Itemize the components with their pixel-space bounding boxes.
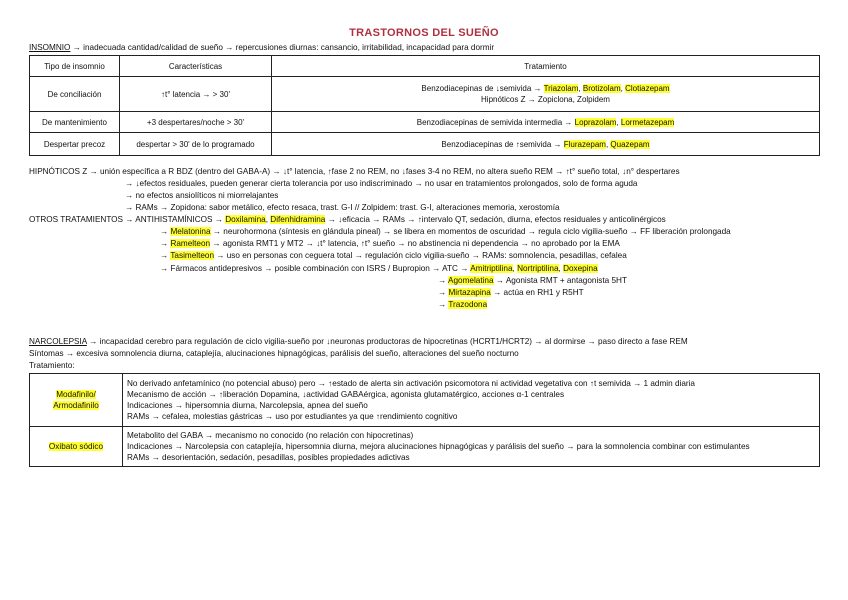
table-header-row [30,56,820,77]
tratamiento-heading: Tratamiento: [29,361,75,370]
insomnio-treatment-cell [272,112,820,133]
agomelatina-line [438,275,627,286]
description-line: No derivado anfetamínico (no potencial abuso) pero → ↑estado de alerta sin activación psicomotora ni actividad vegetativa con ↑t semivida → 1 admin diaria [127,379,695,388]
separator: , [512,264,518,273]
melatonina-line [160,226,731,237]
ramelteon-line [160,238,620,249]
line-text: → [438,276,449,285]
description-line: RAMs → desorientación, sedación, pesadillas, posibles propiedades adictivas [127,453,410,462]
description-line: RAMs → cefalea, molestias gástricas → uso por estudiantes ya que ↑rendimiento cognitivo [127,412,458,421]
narcolepsia-definition: → incapacidad cerebro para regulación de ciclo vigilia-sueño por ↓neuronas productoras de hipocretinas (HCRT1/HCRT2) → al dormirse → paso directo a fase REM [86,337,688,346]
drug-highlight: Oxibato sódico [48,442,104,451]
separator: , [605,139,611,149]
line-text: → uso en personas con ceguera total → regulación ciclo vigilia-sueño → RAMs: somnolencia, pesadillas, cefalea [214,251,627,260]
hipnoticos-line-3: → no efectos ansiolíticos ni miorrelajantes [125,191,279,200]
separator: , [558,264,564,273]
line-text: → [160,251,171,260]
drug-highlight: Armodafinilo [53,401,99,410]
line-text: → ↓eficacia → RAMs → ↑intervalo QT, sedación, diurna, efectos residuales y anticolinérgicos [325,215,666,224]
drug-highlight: Brotizolam [582,84,621,93]
drug-label-cell [30,427,123,467]
description-line: Metabolito del GABA → mecanismo no conocido (no relación con hipocretinas) [127,431,414,440]
drug-description-cell [123,374,820,427]
line-text: → Agonista RMT + antagonista 5HT [493,276,627,285]
treatment-text: Benzodiacepinas de ↓semivida → [421,84,544,93]
narcolepsia-label: NARCOLEPSIA [29,337,87,346]
description-line: Mecanismo de acción → ↑liberación Dopamina, ↓actividad GABAérgica, agonista glutamatérgico, acciones α-1 centrales [127,390,565,399]
insomnio-treatment-cell [272,133,820,156]
drug-highlight: Difenhidramina [270,215,326,224]
drug-highlight: Triazolam [543,84,579,93]
insomnio-char-cell: despertar > 30' de lo programado [120,133,272,156]
table-row [30,77,820,112]
drug-highlight: Doxepina [563,264,598,273]
insomnio-type-cell: De mantenimiento [30,112,120,133]
line-text: → [160,227,171,236]
drug-highlight: Quazepam [610,139,650,149]
antihistaminicos-line [29,214,666,225]
description-line: Indicaciones → hipersomnia diurna, Narcolepsia, apnea del sueño [127,401,368,410]
table-row [30,133,820,156]
separator: , [616,117,621,127]
drug-highlight: Lormetazepam [620,117,675,127]
treatment-text: Hipnóticos Z → Zopiclona, Zolpidem [481,95,610,104]
drug-highlight: Nortriptilina [517,264,559,273]
drug-description-cell [123,427,820,467]
line-text: OTROS TRATAMIENTOS → ANTIHISTAMÍNICOS → [29,215,226,224]
header-cell: Características [120,56,272,77]
drug-highlight: Melatonina [170,227,211,236]
drug-highlight: Amitriptilina [470,264,513,273]
trazodona-line [438,299,487,310]
insomnio-definition: → inadecuada cantidad/calidad de sueño → repercusiones diurnas: cansancio, irritabilidad, incapacidad para dormir [70,43,495,52]
line-text: → actúa en RH1 y R5HT [490,288,584,297]
line-text: → Fármacos antidepresivos → posible combinación con ISRS / Bupropion → ATC → [160,264,471,273]
hipnoticos-line-2: → ↓efectos residuales, pueden generar cierta tolerancia por uso indiscriminado → no usar en tratamientos prolongados, solo de forma aguda [125,179,638,188]
line-text: → agonista RMT1 y MT2 → ↓t° latencia, ↑t° sueño → no abstinencia ni dependencia → no aprobado por la EMA [210,239,620,248]
mirtazapina-line [438,287,584,298]
separator: , [620,84,626,93]
line-text: → [438,300,449,309]
line-text: → neurohormona (síntesis en glándula pineal) → se libera en momentos de oscuridad → regula ciclo vigilia-sueño → FF liberación prolongada [210,227,731,236]
drug-highlight: Tasimelteon [170,251,215,260]
treatment-text: Benzodiacepinas de semivida intermedia → [416,117,575,127]
drug-highlight: Doxilamina [225,215,266,224]
insomnio-type-cell: De conciliación [30,77,120,112]
hipnoticos-line-1: HIPNÓTICOS Z → unión específica a R BDZ (dentro del GABA-A) → ↓t° latencia, ↑fase 2 no REM, no ↓fases 3-4 no REM, no altera sueño REM → ↑t° sueño total, ↓n° despertares [29,167,680,176]
sintomas-line: Síntomas → excesiva somnolencia diurna, cataplejía, alucinaciones hipnagógicas, parálisis del sueño, alteraciones del sueño nocturno [29,349,519,358]
drug-highlight: Flurazepam [563,139,606,149]
drug-highlight: Clotiazepam [625,84,670,93]
hipnoticos-line-4: → RAMs → Zopidona: sabor metálico, efecto resaca, trast. G-I // Zolpidem: trast. G-I, alteraciones memoria, xerostomía [125,203,560,212]
narcolepsia-table [29,373,820,467]
insomnio-char-cell: ↑t° latencia → > 30' [120,77,272,112]
insomnio-treatment-cell [272,77,820,112]
separator: , [265,215,271,224]
separator: , [578,84,583,93]
drug-highlight: Trazodona [448,300,488,309]
description-line: Indicaciones → Narcolepsia con cataplejía, hipersomnia diurna, mejora alucinaciones hipnagógicas y parálisis del sueño → para la somnolencia combinar con estimulantes [127,442,750,451]
drug-highlight: Agomelatina [448,276,494,285]
insomnio-label: INSOMNIO [29,43,71,52]
line-text: → [438,288,449,297]
antidepresivos-line [160,263,598,274]
header-cell: Tipo de insomnio [30,56,120,77]
drug-highlight: Mirtazapina [448,288,491,297]
drug-highlight: Loprazolam [574,117,617,127]
table-row [30,112,820,133]
page-title: TRASTORNOS DEL SUEÑO [349,27,499,39]
insomnio-line [29,42,494,53]
drug-highlight: Ramelteon [170,239,211,248]
line-text: → [160,239,171,248]
insomnio-table [29,55,820,156]
drug-label-cell [30,374,123,427]
table-row [30,374,820,427]
treatment-text: Benzodiacepinas de ↑semivida → [441,139,564,149]
insomnio-char-cell: +3 despertares/noche > 30' [120,112,272,133]
drug-highlight: Modafinilo/ [56,390,96,399]
table-row [30,427,820,467]
header-cell: Tratamiento [272,56,820,77]
insomnio-type-cell: Despertar precoz [30,133,120,156]
tasimelteon-line [160,250,627,261]
narcolepsia-line [29,336,688,347]
